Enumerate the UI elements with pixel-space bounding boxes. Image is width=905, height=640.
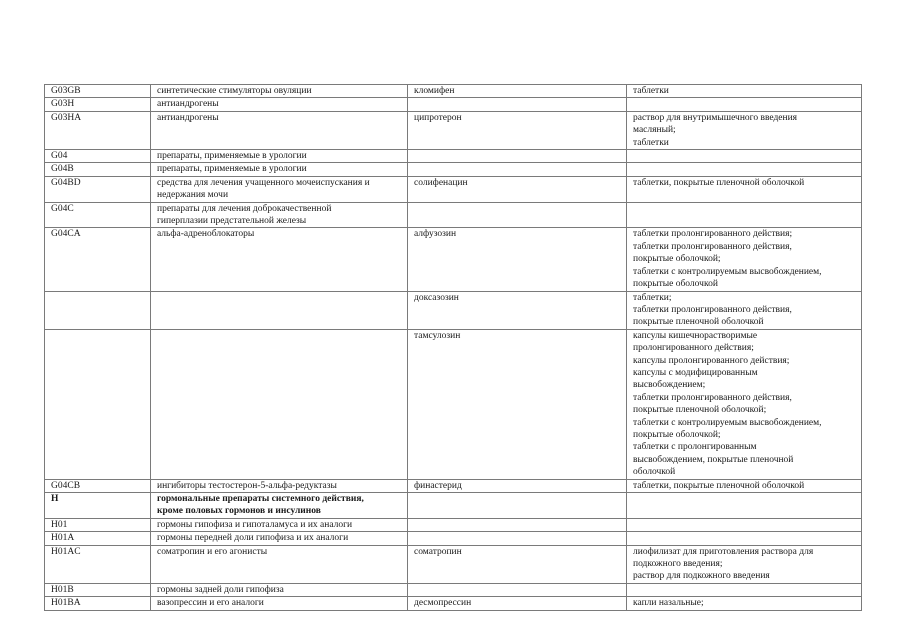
inn-cell: солифенацин	[408, 176, 627, 202]
group-name-cell: гормональные препараты системного действия, кроме половых гормонов и инсулинов	[151, 493, 408, 519]
atc-code-cell: G04CB	[45, 479, 151, 492]
inn-cell: алфузозин	[408, 228, 627, 291]
table-row	[45, 597, 862, 610]
group-name-cell: препараты, применяемые в урологии	[151, 163, 408, 176]
group-name-cell: препараты, применяемые в урологии	[151, 150, 408, 163]
inn-cell	[408, 583, 627, 596]
table-body	[45, 85, 862, 611]
atc-code-cell: G03GB	[45, 85, 151, 98]
table-row	[45, 111, 862, 149]
table-row	[45, 98, 862, 111]
inn-cell: финастерид	[408, 479, 627, 492]
dosage-form-cell	[627, 532, 862, 545]
group-name-cell: гормоны передней доли гипофиза и их аналоги	[151, 532, 408, 545]
inn-cell	[408, 163, 627, 176]
group-name-cell: антиандрогены	[151, 98, 408, 111]
group-name-cell: антиандрогены	[151, 111, 408, 149]
table-row	[45, 150, 862, 163]
atc-code-cell: G03HA	[45, 111, 151, 149]
atc-code-cell: G04C	[45, 202, 151, 228]
dosage-form-cell	[627, 583, 862, 596]
dosage-form-cell: капли назальные;	[627, 597, 862, 610]
table-row	[45, 291, 862, 329]
drug-classification-table	[44, 84, 862, 611]
inn-cell: тамсулозин	[408, 329, 627, 479]
table-row	[45, 85, 862, 98]
group-name-cell: препараты для лечения доброкачественной гиперплазии предстательной железы	[151, 202, 408, 228]
group-name-cell: гормоны гипофиза и гипоталамуса и их аналоги	[151, 518, 408, 531]
dosage-form-cell	[627, 150, 862, 163]
atc-code-cell: H01BA	[45, 597, 151, 610]
dosage-form-cell: раствор для внутримышечного введения масляный; таблетки	[627, 111, 862, 149]
group-name-cell: соматропин и его агонисты	[151, 545, 408, 583]
group-name-cell: средства для лечения учащенного мочеиспускания и недержания мочи	[151, 176, 408, 202]
table-row	[45, 518, 862, 531]
table-row	[45, 493, 862, 519]
inn-cell: кломифен	[408, 85, 627, 98]
inn-cell	[408, 202, 627, 228]
dosage-form-cell	[627, 98, 862, 111]
dosage-form-cell: капсулы кишечнорастворимые пролонгированного действия; капсулы пролонгированного действия; капсулы с модифицированным высвобождением; таблетки пролонгированного действия, покрытые пленочной оболочкой; таблетки с контролируемым высвобождением, покрытые оболочкой; таблетки с пролонгированным высвобождением, покрытые пленочной оболочкой	[627, 329, 862, 479]
table-row	[45, 583, 862, 596]
inn-cell	[408, 532, 627, 545]
atc-code-cell	[45, 291, 151, 329]
atc-code-cell: H01AC	[45, 545, 151, 583]
dosage-form-cell: таблетки, покрытые пленочной оболочкой	[627, 479, 862, 492]
inn-cell	[408, 518, 627, 531]
inn-cell	[408, 98, 627, 111]
atc-code-cell: G03H	[45, 98, 151, 111]
atc-code-cell: H01A	[45, 532, 151, 545]
atc-code-cell: H	[45, 493, 151, 519]
dosage-form-cell	[627, 493, 862, 519]
group-name-cell: альфа-адреноблокаторы	[151, 228, 408, 291]
atc-code-cell	[45, 329, 151, 479]
table-row	[45, 163, 862, 176]
group-name-cell	[151, 291, 408, 329]
table-row	[45, 479, 862, 492]
group-name-cell	[151, 329, 408, 479]
inn-cell: ципротерон	[408, 111, 627, 149]
dosage-form-cell	[627, 518, 862, 531]
dosage-form-cell: лиофилизат для приготовления раствора для подкожного введения; раствор для подкожного введения	[627, 545, 862, 583]
dosage-form-cell	[627, 163, 862, 176]
atc-code-cell: G04B	[45, 163, 151, 176]
group-name-cell: вазопрессин и его аналоги	[151, 597, 408, 610]
table-row	[45, 329, 862, 479]
table-row	[45, 228, 862, 291]
dosage-form-cell: таблетки, покрытые пленочной оболочкой	[627, 176, 862, 202]
atc-code-cell: H01	[45, 518, 151, 531]
atc-code-cell: G04CA	[45, 228, 151, 291]
table-row	[45, 202, 862, 228]
table-row	[45, 532, 862, 545]
atc-code-cell: G04	[45, 150, 151, 163]
dosage-form-cell: таблетки; таблетки пролонгированного действия, покрытые пленочной оболочкой	[627, 291, 862, 329]
group-name-cell: гормоны задней доли гипофиза	[151, 583, 408, 596]
dosage-form-cell: таблетки	[627, 85, 862, 98]
inn-cell: десмопрессин	[408, 597, 627, 610]
table-row	[45, 176, 862, 202]
dosage-form-cell: таблетки пролонгированного действия; таблетки пролонгированного действия, покрытые оболочкой; таблетки с контролируемым высвобождением, покрытые оболочкой	[627, 228, 862, 291]
inn-cell: доксазозин	[408, 291, 627, 329]
inn-cell: соматропин	[408, 545, 627, 583]
dosage-form-cell	[627, 202, 862, 228]
table-row	[45, 545, 862, 583]
atc-code-cell: G04BD	[45, 176, 151, 202]
group-name-cell: ингибиторы тестостерон-5-альфа-редуктазы	[151, 479, 408, 492]
inn-cell	[408, 150, 627, 163]
inn-cell	[408, 493, 627, 519]
atc-code-cell: H01B	[45, 583, 151, 596]
group-name-cell: синтетические стимуляторы овуляции	[151, 85, 408, 98]
